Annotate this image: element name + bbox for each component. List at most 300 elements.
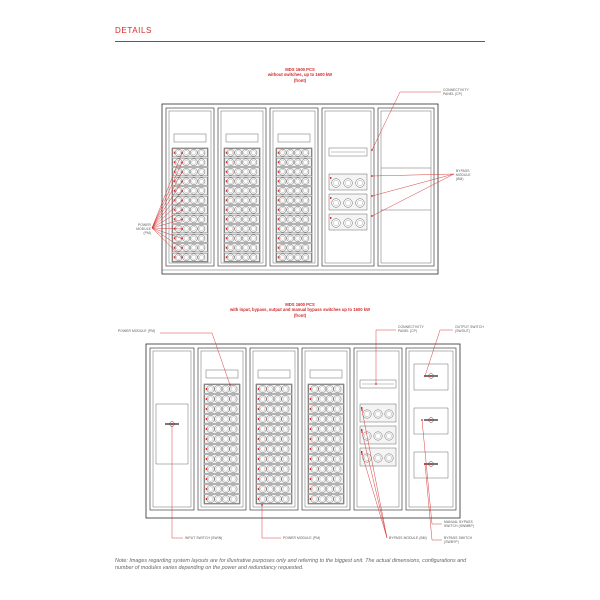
fan-icon [334, 415, 341, 422]
fan-icon [250, 168, 257, 175]
fan-icon [267, 455, 274, 462]
fan-icon [287, 178, 294, 185]
fan-icon [287, 168, 294, 175]
fan-icon [235, 149, 242, 156]
fan-icon [279, 206, 286, 213]
fan-icon [294, 178, 301, 185]
fan-icon [250, 235, 257, 242]
leader-dot [371, 175, 373, 177]
leader-b-manual-bypass [422, 420, 442, 524]
fan-icon [334, 465, 341, 472]
module-status-led [258, 418, 259, 420]
fan-icon [183, 206, 190, 213]
config-b-label-input: INPUT SWITCH (SWIN) [185, 536, 223, 540]
leader-dot [229, 384, 231, 386]
fan-icon [222, 405, 229, 412]
fan-icon [242, 168, 249, 175]
fan-icon [242, 225, 249, 232]
fan-icon [326, 475, 333, 482]
power-module [225, 187, 259, 195]
fan-icon [294, 159, 301, 166]
cabinet-section [250, 348, 298, 510]
power-module [225, 206, 259, 214]
module-status-led [206, 448, 207, 450]
fan-icon [230, 435, 237, 442]
fan-icon [302, 159, 309, 166]
fan-icon [183, 235, 190, 242]
fan-icon [294, 254, 301, 261]
fan-icon [326, 425, 333, 432]
fan-icon [302, 149, 309, 156]
module-status-led [174, 237, 175, 239]
leader-dot [424, 463, 426, 465]
fan-icon [242, 159, 249, 166]
power-module [277, 177, 311, 185]
module-status-led [226, 256, 227, 258]
cabinet-section [218, 108, 266, 266]
fan-icon [250, 254, 257, 261]
leader-dot [181, 228, 183, 230]
module-status-led [310, 428, 311, 430]
fan-icon [183, 187, 190, 194]
module-status-led [226, 209, 227, 211]
fan-icon [326, 465, 333, 472]
fan-icon [332, 199, 341, 208]
footnote: Note: Images regarding system layouts are for illustrative purposes only and referring to the biggest unit. The actual dimensions, configurations and number of modules varies depending on the power and redundancy requested. [115, 558, 467, 572]
fan-icon [230, 385, 237, 392]
module-status-led [258, 388, 259, 390]
fan-icon [259, 415, 266, 422]
module-status-led [361, 407, 362, 409]
fan-icon [242, 149, 249, 156]
power-module-column [224, 148, 260, 262]
fan-icon [302, 254, 309, 261]
module-status-led [206, 418, 207, 420]
module-status-led [226, 237, 227, 239]
fan-icon [227, 178, 234, 185]
module-status-led [278, 171, 279, 173]
fan-icon [319, 495, 326, 502]
config-b-subtitle: with input, bypass, output and manual bypass switches up to 1600 kW [229, 307, 371, 313]
fan-icon [319, 485, 326, 492]
power-module [277, 187, 311, 195]
fan-icon [183, 216, 190, 223]
fan-icon [274, 405, 281, 412]
fan-icon [319, 425, 326, 432]
module-status-led [226, 152, 227, 154]
fan-icon [332, 179, 341, 188]
module-status-led [258, 448, 259, 450]
power-module [257, 395, 291, 404]
power-module [277, 149, 311, 157]
fan-icon [302, 197, 309, 204]
power-module [309, 485, 343, 494]
fan-icon [374, 432, 382, 440]
fan-icon [274, 495, 281, 502]
module-status-led [278, 209, 279, 211]
fan-icon [319, 465, 326, 472]
power-module [225, 196, 259, 204]
config-b-label-power-bottom: POWER MODULE (PM) [283, 536, 321, 540]
fan-icon [294, 244, 301, 251]
fan-icon [274, 445, 281, 452]
fan-icon [183, 159, 190, 166]
fan-icon [222, 495, 229, 502]
module-status-led [278, 190, 279, 192]
module-status-led [258, 458, 259, 460]
fan-icon [227, 149, 234, 156]
fan-icon [287, 225, 294, 232]
fan-icon [259, 445, 266, 452]
module-status-led [258, 438, 259, 440]
fan-icon [302, 244, 309, 251]
power-module [257, 435, 291, 444]
fan-icon [274, 465, 281, 472]
fan-icon [267, 385, 274, 392]
fan-icon [230, 405, 237, 412]
fan-icon [235, 254, 242, 261]
fan-icon [230, 395, 237, 402]
power-module [205, 465, 239, 474]
fan-icon [227, 216, 234, 223]
fan-icon [274, 415, 281, 422]
fan-icon [282, 395, 289, 402]
fan-icon [190, 168, 197, 175]
fan-icon [282, 435, 289, 442]
fan-icon [302, 178, 309, 185]
leader-dot [424, 375, 426, 377]
fan-icon [274, 485, 281, 492]
fan-icon [207, 385, 214, 392]
leader-dot [181, 257, 183, 259]
fan-icon [267, 465, 274, 472]
fan-icon [222, 415, 229, 422]
module-status-led [226, 171, 227, 173]
fan-icon [215, 465, 222, 472]
fan-icon [259, 465, 266, 472]
fan-icon [279, 254, 286, 261]
module-status-led [226, 247, 227, 249]
fan-icon [344, 179, 353, 188]
fan-icon [267, 435, 274, 442]
fan-icon [287, 206, 294, 213]
fan-icon [259, 395, 266, 402]
module-status-led [226, 161, 227, 163]
fan-icon [242, 216, 249, 223]
fan-icon [287, 197, 294, 204]
fan-icon [287, 187, 294, 194]
fan-icon [190, 235, 197, 242]
section-header: DETAILS [115, 26, 152, 35]
power-module [205, 395, 239, 404]
module-status-led [361, 451, 362, 453]
power-module [205, 495, 239, 504]
leader-dot [181, 209, 183, 211]
power-module [225, 149, 259, 157]
fan-icon [207, 405, 214, 412]
fan-icon [190, 225, 197, 232]
module-status-led [310, 448, 311, 450]
power-module [309, 435, 343, 444]
fan-icon [235, 178, 242, 185]
fan-icon [222, 445, 229, 452]
power-module [277, 225, 311, 233]
module-status-led [174, 152, 175, 154]
fan-icon [334, 475, 341, 482]
fan-icon [311, 465, 318, 472]
switch-handle [424, 418, 438, 423]
fan-icon [326, 385, 333, 392]
module-status-led [206, 458, 207, 460]
fan-icon [282, 445, 289, 452]
fan-icon [235, 225, 242, 232]
fan-icon [198, 206, 205, 213]
module-status-led [206, 398, 207, 400]
fan-icon [311, 475, 318, 482]
fan-icon [207, 445, 214, 452]
power-module [225, 168, 259, 176]
fan-icon [385, 432, 393, 440]
fan-icon [294, 235, 301, 242]
fan-icon [287, 244, 294, 251]
fan-icon [334, 395, 341, 402]
module-status-led [226, 199, 227, 201]
fan-icon [198, 178, 205, 185]
fan-icon [183, 244, 190, 251]
power-module [205, 415, 239, 424]
fan-icon [215, 485, 222, 492]
handle-bar [206, 370, 238, 378]
module-status-led [258, 428, 259, 430]
handle-bar [310, 370, 342, 378]
module-status-led [310, 408, 311, 410]
power-module [173, 215, 207, 223]
fan-icon [215, 455, 222, 462]
power-module [173, 158, 207, 166]
fan-icon [215, 475, 222, 482]
fan-icon [250, 187, 257, 194]
fan-icon [235, 206, 242, 213]
power-module [173, 244, 207, 252]
config-b-label-output: OUTPUT SWITCH (SWOUT) [455, 325, 484, 334]
fan-icon [227, 206, 234, 213]
leader-b-output [425, 330, 453, 376]
config-a-view: (front) [293, 77, 307, 83]
fan-icon [326, 495, 333, 502]
fan-icon [215, 395, 222, 402]
fan-icon [215, 425, 222, 432]
module-status-led [226, 190, 227, 192]
fan-icon [215, 495, 222, 502]
fan-icon [267, 405, 274, 412]
handle-bar [174, 134, 206, 142]
leader-b-bypass [362, 454, 387, 538]
fan-icon [311, 485, 318, 492]
fan-icon [183, 225, 190, 232]
fan-icon [311, 455, 318, 462]
power-module [205, 435, 239, 444]
fan-icon [230, 415, 237, 422]
module-status-led [278, 247, 279, 249]
fan-icon [319, 435, 326, 442]
fan-icon [230, 445, 237, 452]
fan-icon [183, 254, 190, 261]
fan-icon [279, 244, 286, 251]
handle-bar [258, 370, 290, 378]
leader-dot [181, 152, 183, 154]
module-status-led [310, 438, 311, 440]
fan-icon [242, 244, 249, 251]
fan-icon [222, 425, 229, 432]
module-status-led [330, 197, 331, 199]
module-status-led [174, 247, 175, 249]
fan-icon [222, 435, 229, 442]
fan-icon [227, 159, 234, 166]
power-module-column [204, 384, 240, 504]
fan-icon [334, 425, 341, 432]
fan-icon [267, 445, 274, 452]
config-a-subtitle: without switches, up to 1600 kW [267, 72, 333, 78]
fan-icon [302, 168, 309, 175]
fan-icon [279, 216, 286, 223]
fan-icon [190, 187, 197, 194]
power-module [277, 215, 311, 223]
fan-icon [374, 410, 382, 418]
config-b-label-bypass-switch: BYPASS SWITCH (SWBYP) [444, 536, 473, 545]
power-module [309, 475, 343, 484]
fan-icon [294, 206, 301, 213]
fan-icon [207, 425, 214, 432]
leader-a-bypass [372, 174, 454, 176]
power-module [257, 485, 291, 494]
power-module [205, 485, 239, 494]
leader-a-connectivity [372, 92, 441, 150]
power-module [205, 475, 239, 484]
power-module [173, 234, 207, 242]
module-status-led [206, 438, 207, 440]
fan-icon [319, 475, 326, 482]
fan-icon [287, 149, 294, 156]
fan-icon [259, 455, 266, 462]
fan-icon [374, 454, 382, 462]
power-module-column [276, 148, 312, 262]
fan-icon [250, 206, 257, 213]
power-module [205, 445, 239, 454]
fan-icon [250, 159, 257, 166]
fan-icon [311, 495, 318, 502]
leader-dot [181, 200, 183, 202]
power-module [173, 196, 207, 204]
fan-icon [250, 149, 257, 156]
fan-icon [190, 206, 197, 213]
module-status-led [174, 209, 175, 211]
fan-icon [356, 179, 365, 188]
fan-icon [207, 495, 214, 502]
power-module [173, 149, 207, 157]
fan-icon [215, 445, 222, 452]
fan-icon [250, 178, 257, 185]
power-module [309, 395, 343, 404]
fan-icon [319, 405, 326, 412]
module-status-led [278, 256, 279, 258]
power-module [277, 253, 311, 261]
fan-icon [235, 235, 242, 242]
module-status-led [174, 161, 175, 163]
module-status-led [278, 237, 279, 239]
leader-dot [261, 504, 263, 506]
fan-icon [287, 254, 294, 261]
fan-icon [332, 219, 341, 228]
fan-icon [198, 187, 205, 194]
fan-icon [222, 455, 229, 462]
leader-dot [181, 247, 183, 249]
fan-icon [230, 425, 237, 432]
fan-icon [230, 475, 237, 482]
fan-icon [279, 225, 286, 232]
config-b-cabinet-drawing [146, 344, 460, 518]
fan-icon [311, 435, 318, 442]
module-status-led [330, 177, 331, 179]
module-status-led [310, 488, 311, 490]
fan-icon [274, 385, 281, 392]
fan-icon [207, 455, 214, 462]
power-module [309, 445, 343, 454]
module-status-led [226, 180, 227, 182]
fan-icon [259, 425, 266, 432]
fan-icon [175, 244, 182, 251]
leader-dot [361, 431, 363, 433]
module-status-led [174, 218, 175, 220]
fan-icon [242, 178, 249, 185]
fan-icon [259, 495, 266, 502]
fan-icon [242, 187, 249, 194]
fan-icon [198, 235, 205, 242]
fan-icon [227, 235, 234, 242]
power-module [205, 385, 239, 394]
fan-icon [198, 168, 205, 175]
module-status-led [226, 228, 227, 230]
config-b-label-connectivity: CONNECTIVITY PANEL (CP) [398, 325, 424, 334]
fan-icon [198, 254, 205, 261]
cabinet-section [406, 348, 456, 510]
fan-icon [183, 197, 190, 204]
fan-icon [235, 159, 242, 166]
fan-icon [222, 485, 229, 492]
module-status-led [310, 468, 311, 470]
module-status-led [174, 180, 175, 182]
power-module [257, 465, 291, 474]
fan-icon [334, 385, 341, 392]
fan-icon [235, 244, 242, 251]
fan-icon [215, 435, 222, 442]
fan-icon [222, 395, 229, 402]
fan-icon [356, 219, 365, 228]
fan-icon [282, 485, 289, 492]
fan-icon [259, 405, 266, 412]
power-module [309, 495, 343, 504]
module-status-led [206, 388, 207, 390]
power-module [173, 253, 207, 261]
module-status-led [278, 228, 279, 230]
fan-icon [294, 149, 301, 156]
power-module [225, 225, 259, 233]
fan-icon [215, 405, 222, 412]
leader-b-connectivity [376, 330, 396, 384]
power-module [257, 385, 291, 394]
leader-a-bypass [372, 174, 454, 196]
power-module [225, 244, 259, 252]
fan-icon [334, 445, 341, 452]
